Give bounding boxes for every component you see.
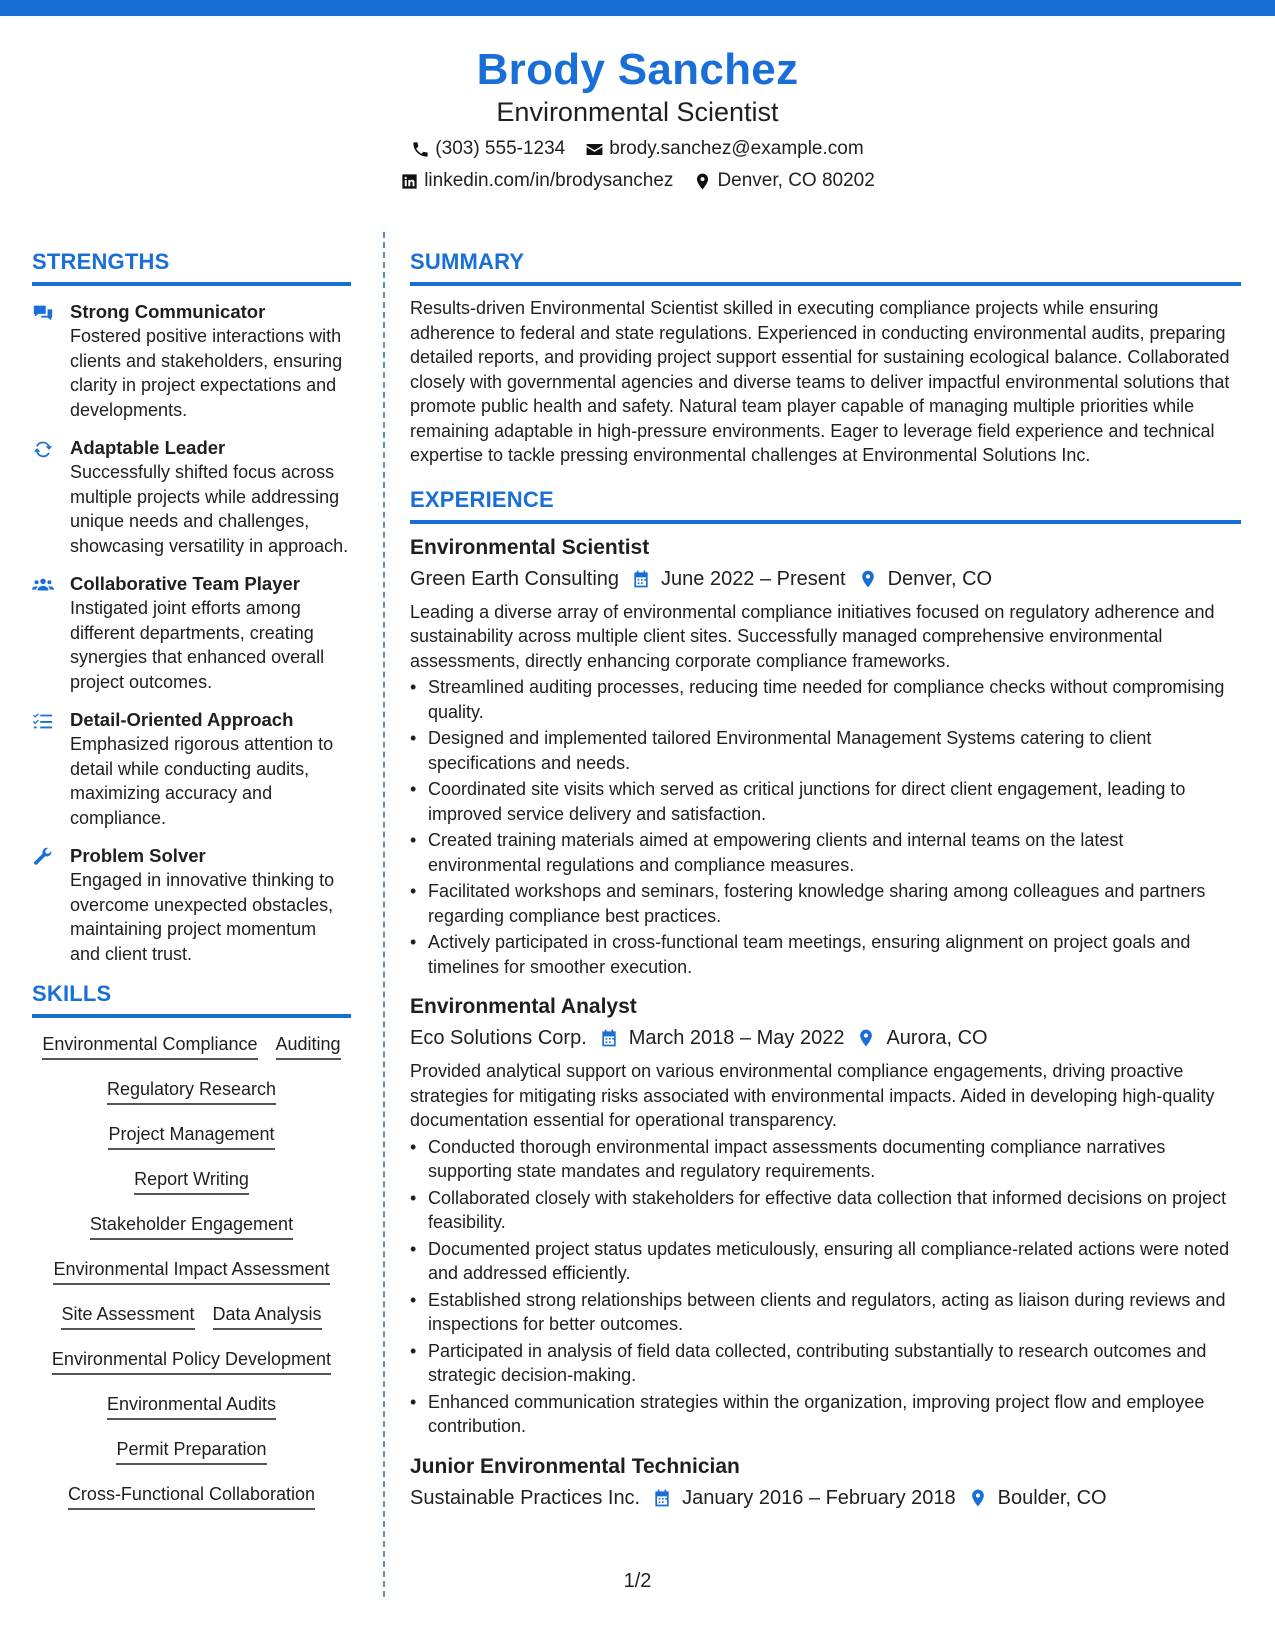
skill-tag: Environmental Compliance bbox=[42, 1032, 257, 1060]
skill-tag: Project Management bbox=[108, 1122, 274, 1150]
bullet-item: • Actively participated in cross-functional team meetings, ensuring alignment on project goals and timelines for smoother execution. bbox=[410, 930, 1241, 979]
skill-tag: Environmental Audits bbox=[107, 1392, 276, 1420]
map-pin-icon bbox=[693, 172, 712, 191]
wrench-icon bbox=[32, 846, 54, 868]
strength-title: Detail-Oriented Approach bbox=[70, 709, 294, 730]
skill-tag: Permit Preparation bbox=[116, 1437, 266, 1465]
job-company: Eco Solutions Corp. bbox=[410, 1027, 587, 1049]
summary-text: Results-driven Environmental Scientist skilled in executing compliance projects while ensuring adherence to federal and state regulations. Experienced in conducting environmental audits, preparing detailed reports, and providing project support essential for sustaining ecological balance. Collaborated closely with governmental agencies and diverse teams to deliver impactful environmental solutions that promote public health and safety. Natural team player capable of managing multiple priorities while remaining adaptable in high-pressure environments. Eager to leverage field experience and technical expertise to tackle pressing environmental challenges at Environmental Solutions Inc. bbox=[410, 298, 1230, 465]
resume-header bbox=[0, 44, 1275, 194]
bullet-item: • Established strong relationships between clients and regulators, acting as liaison during reviews and inspections for better outcomes. bbox=[410, 1288, 1241, 1337]
job-entry bbox=[410, 534, 1241, 980]
skill-tag: Environmental Policy Development bbox=[52, 1347, 331, 1375]
left-column bbox=[32, 248, 351, 1527]
job-location: Boulder, CO bbox=[997, 1486, 1107, 1509]
bullet-item: • Coordinated site visits which served as critical junctions for direct client engagement, leading to improved service delivery and satisfaction. bbox=[410, 777, 1241, 826]
strength-item bbox=[32, 708, 351, 830]
page-number: 1/2 bbox=[623, 1570, 652, 1592]
strength-title: Collaborative Team Player bbox=[70, 573, 300, 594]
skill-tag: Report Writing bbox=[134, 1167, 249, 1195]
bullet-item: • Designed and implemented tailored Environmental Management Systems catering to client specifications and needs. bbox=[410, 726, 1241, 775]
skill-tag: Site Assessment bbox=[61, 1302, 194, 1330]
linkedin-icon bbox=[400, 172, 419, 191]
envelope-icon bbox=[585, 140, 604, 159]
bullet-item: • Documented project status updates meticulously, ensuring all compliance-related actions were noted and addressed efficiently. bbox=[410, 1237, 1241, 1286]
skill-tag: Auditing bbox=[276, 1032, 341, 1060]
strength-title: Problem Solver bbox=[70, 845, 206, 866]
skill-tag: Data Analysis bbox=[213, 1302, 322, 1330]
top-accent-bar bbox=[0, 0, 1275, 16]
job-title: Environmental Analyst bbox=[410, 995, 637, 1018]
skill-tag: Stakeholder Engagement bbox=[90, 1212, 293, 1240]
skill-tag: Cross-Functional Collaboration bbox=[68, 1482, 315, 1510]
list-check-icon bbox=[32, 710, 54, 732]
comments-icon bbox=[32, 302, 54, 324]
skill-tag: Environmental Impact Assessment bbox=[53, 1257, 329, 1285]
strength-desc: Instigated joint efforts among different departments, creating synergies that enhanced overall project outcomes. bbox=[70, 598, 325, 692]
strength-title: Adaptable Leader bbox=[70, 437, 226, 458]
strength-item bbox=[32, 844, 351, 966]
contact-row-2 bbox=[0, 168, 1275, 194]
job-title: Junior Environmental Technician bbox=[410, 1454, 740, 1478]
strength-title: Strong Communicator bbox=[70, 301, 266, 322]
job-meta bbox=[410, 1023, 1241, 1053]
strength-desc: Fostered positive interactions with clients and stakeholders, ensuring clarity in project expectations and developments. bbox=[70, 326, 343, 420]
job-entry bbox=[410, 993, 1241, 1439]
strength-item bbox=[32, 572, 351, 694]
candidate-name: Brody Sanchez bbox=[476, 45, 799, 94]
job-dates: March 2018 – May 2022 bbox=[628, 1027, 845, 1049]
email-text: brody.sanchez@example.com bbox=[609, 138, 864, 159]
strength-desc: Emphasized rigorous attention to detail while conducting audits, maximizing accuracy and compliance. bbox=[70, 734, 334, 828]
strengths-list bbox=[32, 300, 351, 966]
skill-tag: Regulatory Research bbox=[107, 1077, 276, 1105]
bullet-item: • Conducted thorough environmental impact assessments documenting compliance narratives supporting state mandates and regulatory requirements. bbox=[410, 1135, 1241, 1184]
calendar-icon bbox=[652, 1488, 672, 1508]
job-description: Leading a diverse array of environmental compliance initiatives focused on regulatory adherence and sustainability across multiple client sites. Successfully managed comprehensive environmental assessments, directly enhancing corporate compliance frameworks. bbox=[410, 601, 1215, 671]
contact-linkedin[interactable] bbox=[400, 168, 673, 194]
skills-list bbox=[32, 1032, 351, 1527]
job-dates: June 2022 – Present bbox=[661, 567, 846, 590]
bullet-item: • Participated in analysis of field data collected, contributing substantially to research outcomes and strategic decision-making. bbox=[410, 1339, 1241, 1388]
strength-item bbox=[32, 300, 351, 422]
job-entry bbox=[410, 1453, 1241, 1513]
bullet-item: • Streamlined auditing processes, reducing time needed for compliance checks without compromising quality. bbox=[410, 675, 1241, 724]
contact-email[interactable] bbox=[585, 136, 863, 162]
contact-row-1 bbox=[0, 136, 1275, 162]
job-meta bbox=[410, 1483, 1241, 1513]
experience-heading: EXPERIENCE bbox=[410, 486, 1241, 524]
map-pin-icon bbox=[858, 569, 878, 589]
job-company: Sustainable Practices Inc. bbox=[410, 1486, 641, 1509]
location-text: Denver, CO 80202 bbox=[717, 170, 875, 191]
bullet-item: • Created training materials aimed at empowering clients and internal teams on the latest environmental regulations and compliance measures. bbox=[410, 828, 1241, 877]
phone-text: (303) 555-1234 bbox=[435, 138, 566, 159]
job-description: Provided analytical support on various environmental compliance engagements, driving proactive strategies for mitigating risks associated with environmental impacts. Aided in developing high-quality documentation essential for operational transparency. bbox=[410, 1061, 1215, 1130]
users-icon bbox=[32, 574, 54, 596]
column-divider bbox=[383, 232, 385, 1597]
strength-item bbox=[32, 436, 351, 558]
summary-heading: SUMMARY bbox=[410, 248, 1241, 286]
skills-heading: SKILLS bbox=[32, 980, 351, 1018]
bullet-item: • Collaborated closely with stakeholders for effective data collection that informed decisions on project feasibility. bbox=[410, 1186, 1241, 1235]
map-pin-icon bbox=[968, 1488, 988, 1508]
job-title: Environmental Scientist bbox=[410, 535, 650, 559]
job-dates: January 2016 – February 2018 bbox=[682, 1486, 956, 1509]
strengths-heading: STRENGTHS bbox=[32, 248, 351, 286]
job-bullets bbox=[410, 1135, 1241, 1439]
contact-phone[interactable] bbox=[411, 136, 565, 162]
job-location: Aurora, CO bbox=[886, 1027, 988, 1049]
phone-icon bbox=[411, 140, 430, 159]
bullet-item: • Facilitated workshops and seminars, fostering knowledge sharing among colleagues and partners regarding compliance best practices. bbox=[410, 879, 1241, 928]
refresh-icon bbox=[32, 438, 54, 460]
candidate-title: Environmental Scientist bbox=[496, 97, 779, 127]
strength-desc: Engaged in innovative thinking to overcome unexpected obstacles, maintaining project momentum and client trust. bbox=[70, 870, 335, 964]
contact-location bbox=[693, 168, 874, 194]
linkedin-text: linkedin.com/in/brodysanchez bbox=[424, 170, 674, 191]
calendar-icon bbox=[631, 569, 651, 589]
strength-desc: Successfully shifted focus across multiple projects while addressing unique needs and challenges, showcasing versatility in approach. bbox=[70, 462, 349, 556]
right-column bbox=[410, 248, 1241, 1513]
map-pin-icon bbox=[856, 1028, 876, 1048]
job-location: Denver, CO bbox=[887, 567, 993, 590]
job-meta bbox=[410, 564, 1241, 594]
job-bullets bbox=[410, 675, 1241, 979]
calendar-icon bbox=[599, 1028, 619, 1048]
bullet-item: • Enhanced communication strategies within the organization, improving project flow and employee contribution. bbox=[410, 1390, 1241, 1439]
job-company: Green Earth Consulting bbox=[410, 567, 620, 590]
